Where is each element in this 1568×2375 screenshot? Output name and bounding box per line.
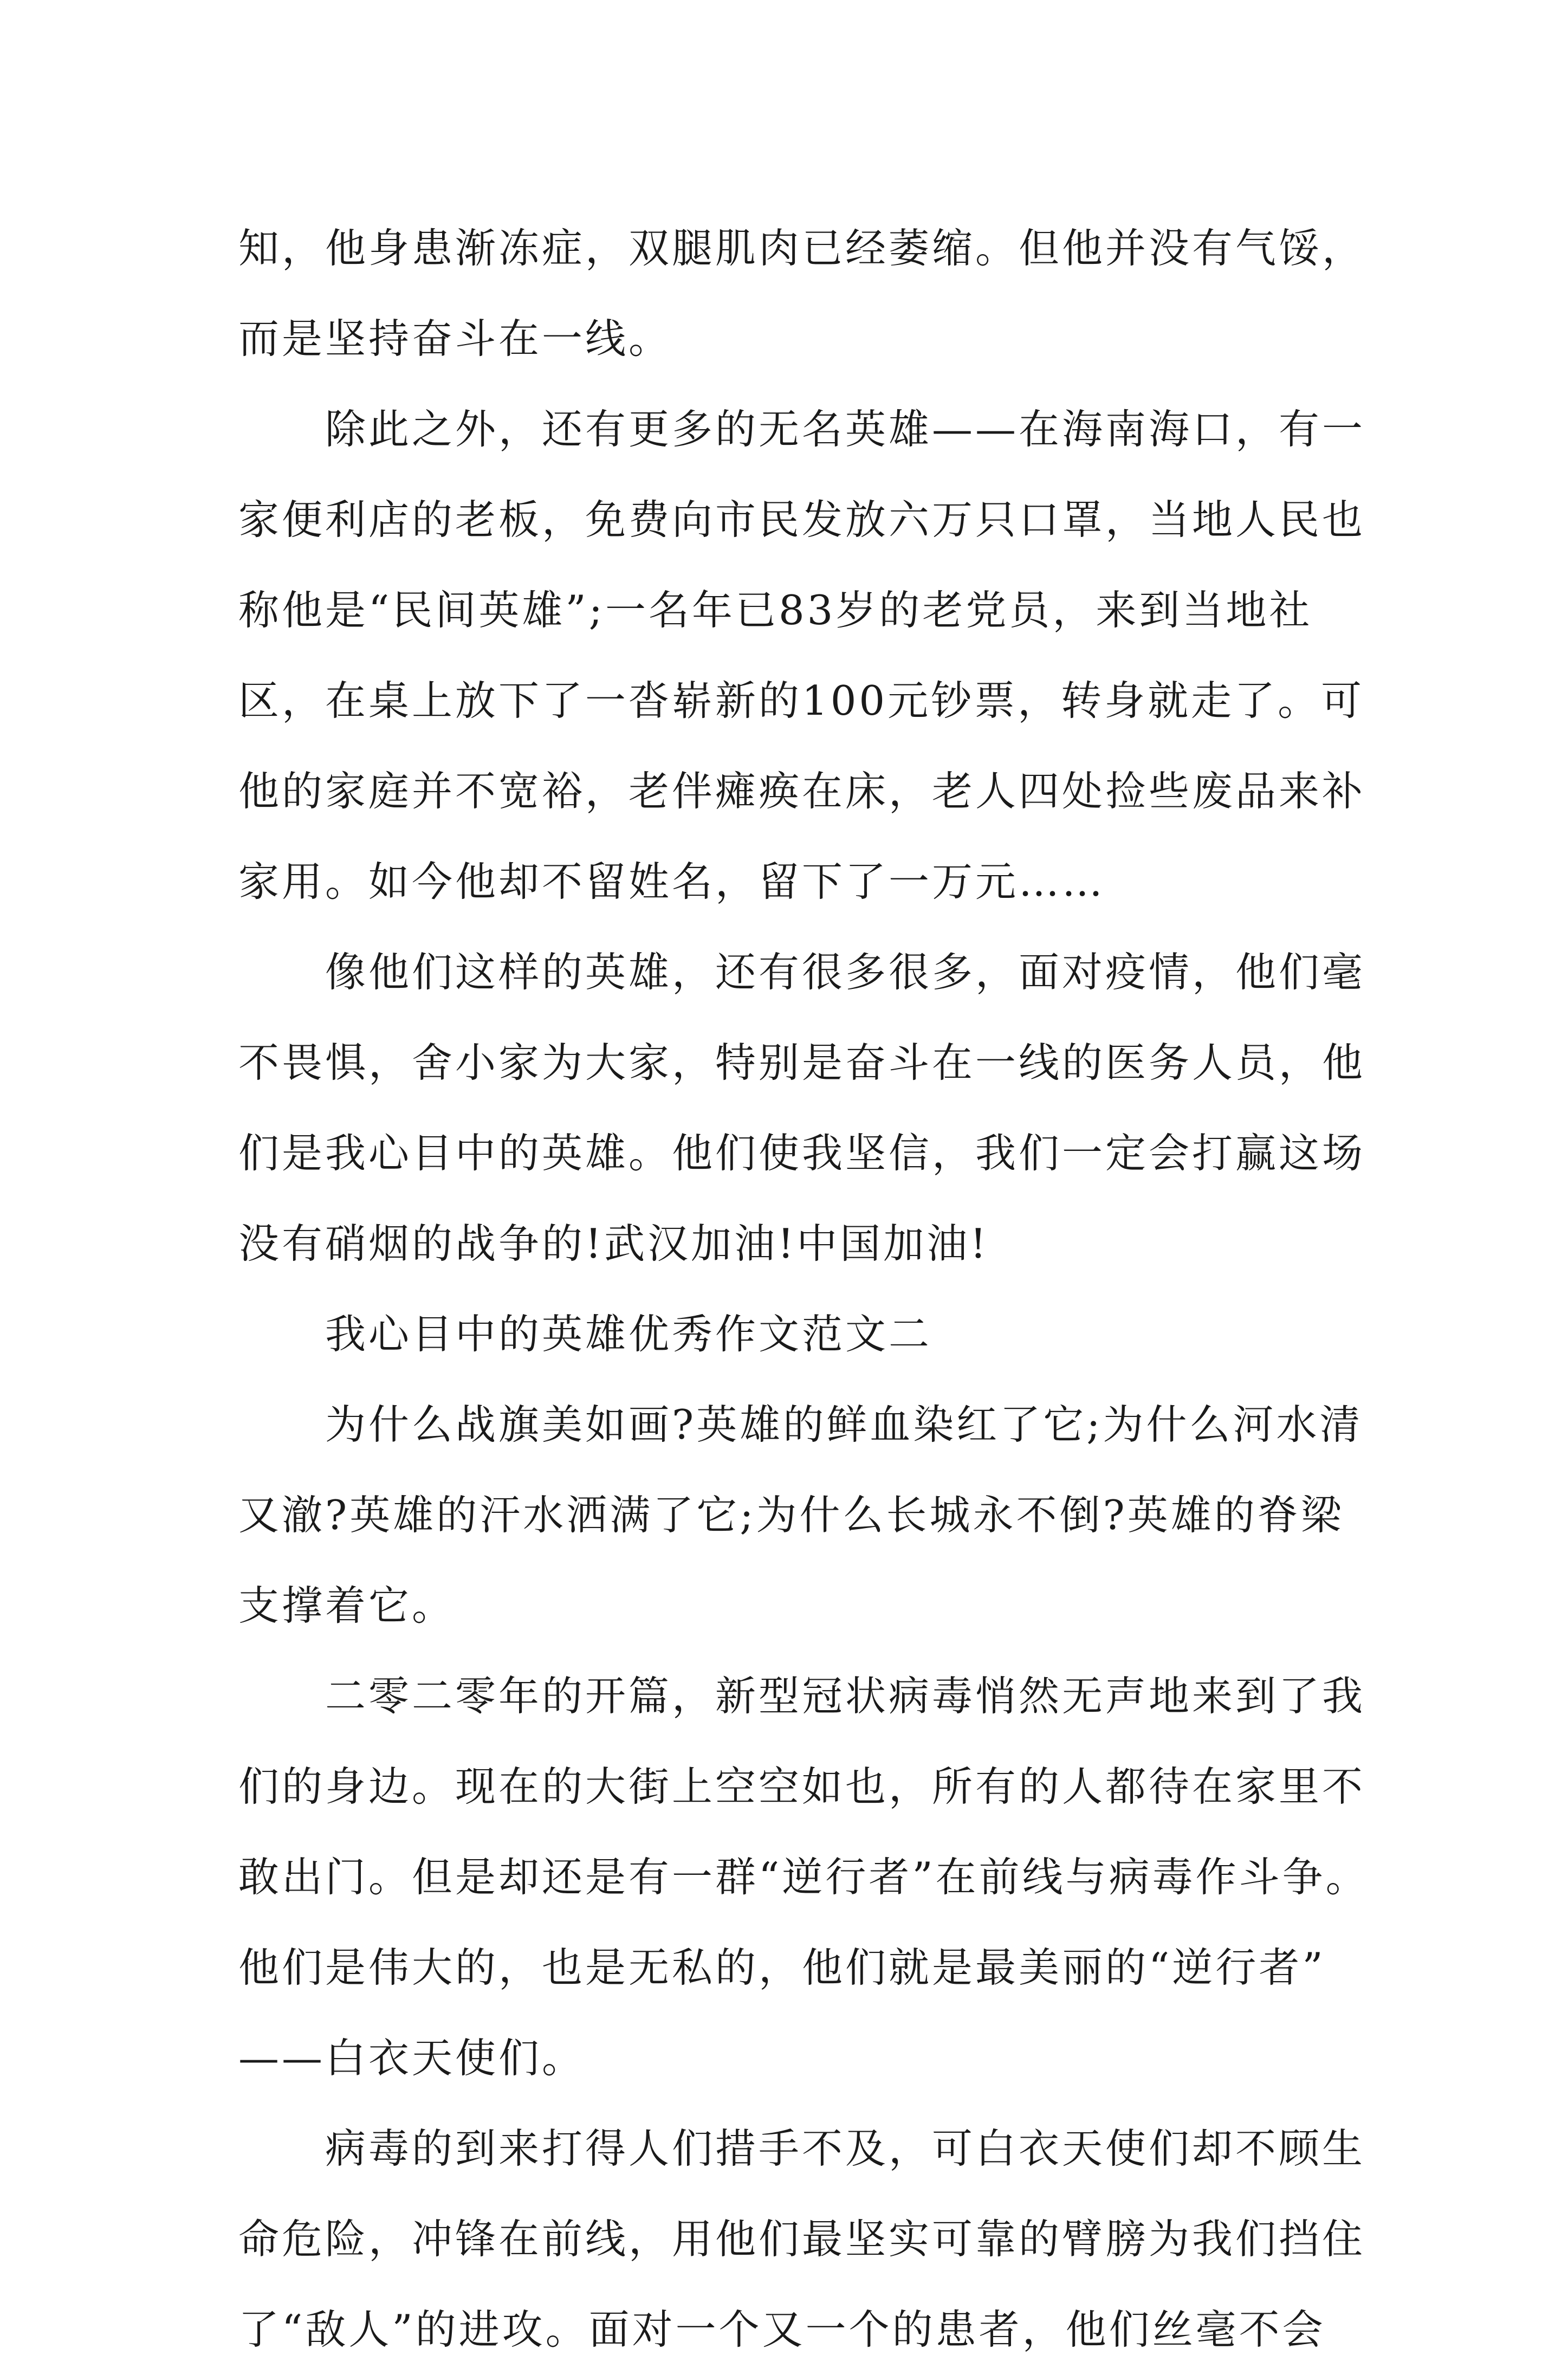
text-line: 病毒的到来打得人们措手不及，可白衣天使们却不顾生 <box>325 2125 1366 2172</box>
text-line: 像他们这样的英雄，还有很多很多，面对疫情，他们毫 <box>325 948 1366 996</box>
text-line: 知，他身患渐冻症，双腿肌肉已经萎缩。但他并没有气馁， <box>238 224 1366 272</box>
text-line: 们是我心目中的英雄。他们使我坚信，我们一定会打赢这场 <box>238 1129 1366 1177</box>
text-line: 家用。如今他却不留姓名，留下了一万元…… <box>238 858 1106 905</box>
text-line: 除此之外，还有更多的无名英雄——在海南海口，有一 <box>325 405 1366 453</box>
text-line: 支撑着它。 <box>238 1582 456 1629</box>
section-heading: 我心目中的英雄优秀作文范文二 <box>325 1310 932 1358</box>
text-line: 敢出门。但是却还是有一群“逆行者”在前线与病毒作斗争。 <box>238 1853 1369 1901</box>
document-body <box>238 203 1369 2375</box>
text-line: 了“敌人”的进攻。面对一个又一个的患者，他们丝毫不会 <box>238 2306 1326 2353</box>
text-line: 又澈?英雄的汗水洒满了它;为什么长城永不倒?英雄的脊梁 <box>238 1491 1344 1539</box>
text-line: 们的身边。现在的大街上空空如也，所有的人都待在家里不 <box>238 1763 1366 1810</box>
text-line: 家便利店的老板，免费向市民发放六万只口罩，当地人民也 <box>238 496 1366 543</box>
text-line: 区，在桌上放下了一沓崭新的100元钞票，转身就走了。可 <box>238 677 1365 724</box>
text-line: 为什么战旗美如画?英雄的鲜血染红了它;为什么河水清 <box>325 1401 1363 1448</box>
text-line: 而是坚持奋斗在一线。 <box>238 315 672 363</box>
text-line: 他的家庭并不宽裕，老伴瘫痪在床，老人四处捡些废品来补 <box>238 767 1366 815</box>
text-line: 称他是“民间英雄”;一名年已83岁的老党员，来到当地社 <box>238 586 1313 634</box>
text-line: 二零二零年的开篇，新型冠状病毒悄然无声地来到了我 <box>325 1672 1366 1720</box>
text-line: 命危险，冲锋在前线，用他们最坚实可靠的臂膀为我们挡住 <box>238 2215 1366 2263</box>
text-line: 不畏惧，舍小家为大家，特别是奋斗在一线的医务人员，他 <box>238 1039 1366 1086</box>
text-line: ——白衣天使们。 <box>238 2034 586 2082</box>
text-line: 没有硝烟的战争的!武汉加油!中国加油! <box>238 1220 989 1267</box>
text-line: 他们是伟大的，也是无私的，他们就是最美丽的“逆行者” <box>238 1944 1326 1991</box>
